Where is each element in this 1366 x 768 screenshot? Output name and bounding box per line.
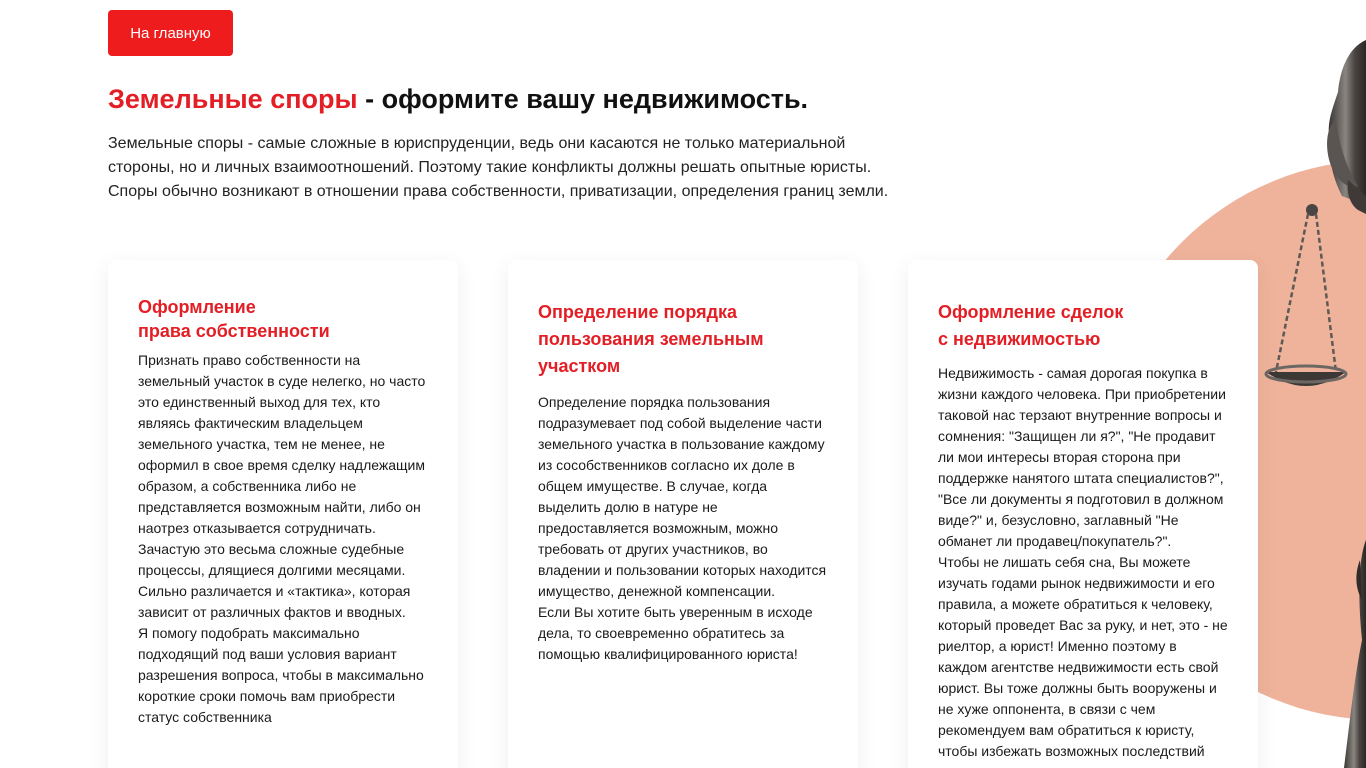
card-title-line: Определение порядка (538, 302, 738, 322)
intro-text (108, 132, 908, 204)
intro-line: Споры обычно возникают в отношении права собственности, приватизации, определения границ земли. (108, 183, 889, 200)
card-title-line: участком (538, 356, 621, 376)
intro-line: стороны, но и личных взаимоотношений. Поэтому такие конфликты должны решать опытные юристы. (108, 159, 872, 176)
page-title (108, 82, 808, 116)
intro-line: Земельные споры - самые сложные в юриспруденции, ведь они касаются не только материальной (108, 135, 846, 152)
card-title-line: Оформление (138, 297, 256, 317)
card-title (938, 260, 1228, 353)
card-paragraph: Чтобы не лишать себя сна, Вы можете изучать годами рынок недвижимости и его правила, а можете обратиться к человеку, который проведет Вас за руку, и нет, это - не риелтор, а юрист! Именно поэтому в каждом агентстве недвижимости есть свой юрист. Вы тоже должны быть вооружены и не хуже оппонента, в связи с чем рекомендуем вам обратиться к юристу, чтобы избежать возможных последствий (938, 554, 1228, 759)
card-paragraph: Признать право собственности на земельный участок в суде нелегко, но часто это единственный выход для тех, кто являясь фактическим владельцем земельного участка, тем не менее, не оформил в свое время сделку надлежащим образом, а собственника либо не представляется возможным найти, либо он наотрез отказывается сотрудничать. (138, 352, 426, 536)
service-card-land-use (508, 260, 858, 768)
card-title (138, 260, 428, 343)
card-paragraph: Недвижимость - самая дорогая покупка в жизни каждого человека. При приобретении таковой нас терзают внутренние вопросы и сомнения: "Защищен ли я?", "Не продавит ли мои интересы вторая сторона при поддержке нанятого штата специалистов?", "Все ли документы я подготовил в должном виде?" и, безусловно, заглавный "Не обманет ли продавец/покупатель?". (938, 365, 1226, 549)
card-title-line: права собственности (138, 321, 330, 341)
page-title-accent: Земельные споры (108, 84, 358, 114)
service-card-ownership (108, 260, 458, 768)
card-title (538, 260, 828, 380)
card-paragraph: Зачастую это весьма сложные судебные процессы, длящиеся долгими месяцами. Сильно различается и «тактика», которая зависит от различных фактов и вводных. (138, 541, 411, 620)
card-paragraph: Если Вы хотите быть уверенным в исходе дела, то своевременно обратитесь за помощью квалифицированного юриста! (538, 604, 813, 662)
card-paragraph: Определение порядка пользования подразумевает под собой выделение части земельного участка в пользование каждому из сособственников согласно их доле в общем имуществе. В случае, когда выделить долю в натуре не предоставляется возможным, можно требовать от других участников, во владении и пользовании которых находится имущество, денежной компенсации. (538, 394, 827, 599)
card-body (938, 363, 1228, 762)
card-paragraph: Я помогу подобрать максимально подходящий под ваши условия вариант разрешения вопроса, чтобы в максимально короткие сроки помочь вам приобрести статус собственника (138, 625, 424, 725)
card-title-line: с недвижимостью (938, 329, 1101, 349)
home-button[interactable]: На главную (108, 10, 233, 56)
page-title-rest: - оформите вашу недвижимость. (357, 84, 809, 114)
card-body (138, 350, 428, 728)
service-card-real-estate-deals (908, 260, 1258, 768)
card-title-line: пользования земельным (538, 329, 764, 349)
scales-of-justice-icon (1240, 0, 1366, 768)
card-title-line: Оформление сделок (938, 302, 1124, 322)
card-body (538, 392, 828, 665)
